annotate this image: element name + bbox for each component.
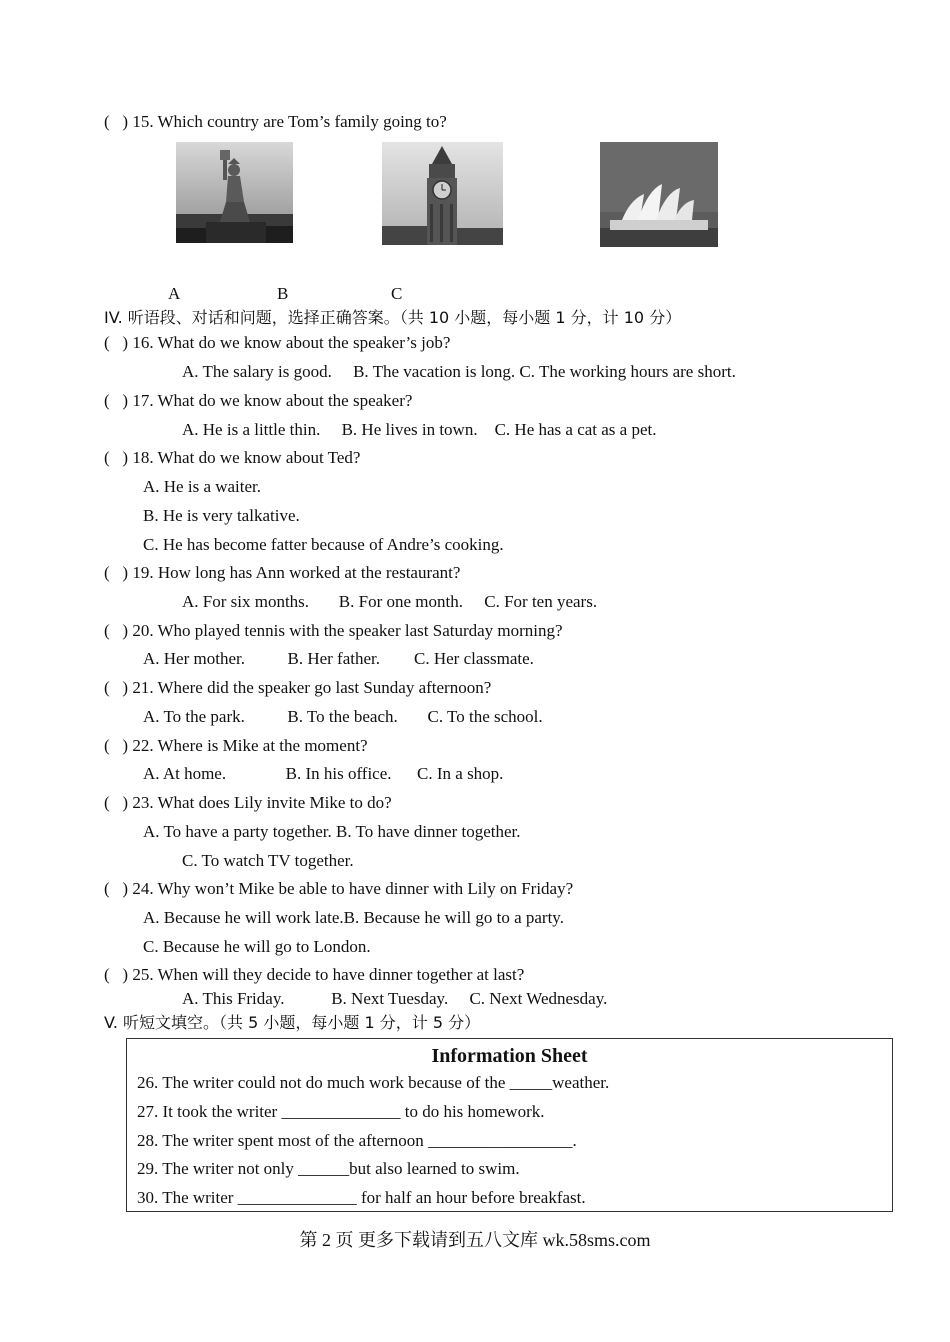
question-18-option-b: B. He is very talkative. xyxy=(143,506,300,525)
question-22-options: A. At home. B. In his office. C. In a shop. xyxy=(143,764,504,783)
question-17-options: A. He is a little thin. B. He lives in town. C. He has a cat as a pet. xyxy=(182,420,657,439)
question-24-options-ab: A. Because he will work late.B. Because he will go to a party. xyxy=(143,908,564,927)
blank-item-26: 26. The writer could not do much work because of the _____weather. xyxy=(137,1073,610,1092)
question-16-options: A. The salary is good. B. The vacation is long. C. The working hours are short. xyxy=(182,362,736,381)
option-b-label: B xyxy=(277,284,289,303)
question-24: ( ) 24. Why won’t Mike be able to have dinner with Lily on Friday? xyxy=(104,879,574,898)
opera-house-icon xyxy=(600,142,718,247)
section-5-heading: V. 听短文填空。（共 5 小题，每小题 1 分，计 5 分） xyxy=(104,1013,481,1032)
big-ben-icon xyxy=(382,142,503,245)
blank-item-29: 29. The writer not only ______but also learned to swim. xyxy=(137,1159,520,1178)
page-footer: 第 2 页 更多下载请到五八文库 wk.58sms.com xyxy=(299,1230,651,1250)
question-17: ( ) 17. What do we know about the speaker? xyxy=(104,391,413,410)
question-20: ( ) 20. Who played tennis with the speaker last Saturday morning? xyxy=(104,621,563,640)
question-19-options: A. For six months. B. For one month. C. For ten years. xyxy=(182,592,598,611)
question-24-option-c: C. Because he will go to London. xyxy=(143,937,371,956)
information-sheet-title: Information Sheet xyxy=(431,1045,588,1067)
section-4-heading: IV. 听语段、对话和问题，选择正确答案。（共 10 小题，每小题 1 分，计 10 分） xyxy=(104,308,682,327)
question-19: ( ) 19. How long has Ann worked at the restaurant? xyxy=(104,563,461,582)
option-c-label: C xyxy=(391,284,403,303)
sydney-opera-house-image xyxy=(600,142,718,247)
question-22: ( ) 22. Where is Mike at the moment? xyxy=(104,736,368,755)
blank-item-30: 30. The writer ______________ for half an hour before breakfast. xyxy=(137,1188,586,1207)
statue-of-liberty-image xyxy=(176,142,293,243)
question-18-option-a: A. He is a waiter. xyxy=(143,477,262,496)
question-21: ( ) 21. Where did the speaker go last Sunday afternoon? xyxy=(104,678,492,697)
question-18: ( ) 18. What do we know about Ted? xyxy=(104,448,361,467)
question-15: ( ) 15. Which country are Tom’s family going to? xyxy=(104,112,447,131)
blank-item-28: 28. The writer spent most of the afternoon _________________. xyxy=(137,1131,577,1150)
information-sheet-box xyxy=(126,1038,893,1212)
big-ben-image xyxy=(382,142,503,245)
question-23-options-ab: A. To have a party together. B. To have dinner together. xyxy=(143,822,521,841)
option-a-label: A xyxy=(168,284,181,303)
question-21-options: A. To the park. B. To the beach. C. To the school. xyxy=(143,707,543,726)
statue-of-liberty-icon xyxy=(176,142,293,243)
question-25-options: A. This Friday. B. Next Tuesday. C. Next Wednesday. xyxy=(182,989,608,1008)
question-16: ( ) 16. What do we know about the speaker’s job? xyxy=(104,333,451,352)
question-20-options: A. Her mother. B. Her father. C. Her classmate. xyxy=(143,649,534,668)
question-18-option-c: C. He has become fatter because of Andre’s cooking. xyxy=(143,535,504,554)
blank-item-27: 27. It took the writer ______________ to do his homework. xyxy=(137,1102,545,1121)
question-25: ( ) 25. When will they decide to have dinner together at last? xyxy=(104,965,525,984)
question-23-option-c: C. To watch TV together. xyxy=(182,851,354,870)
question-23: ( ) 23. What does Lily invite Mike to do? xyxy=(104,793,392,812)
